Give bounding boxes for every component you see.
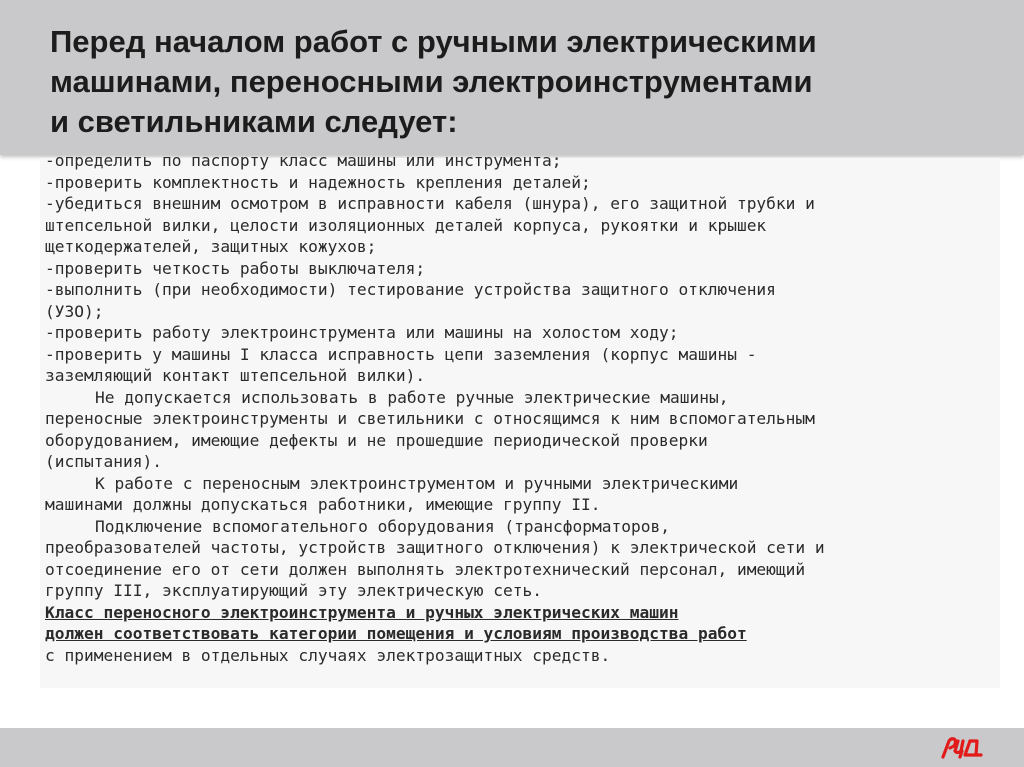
text-line: -проверить комплектность и надежность крепления деталей; — [45, 172, 591, 192]
text-line: -проверить работу электроинструмента или машины на холостом ходу; — [45, 323, 679, 342]
emphasis-line: Класс переносного электроинструмента и ручных электрических машин — [45, 602, 679, 622]
title-banner — [0, 0, 1024, 155]
text-line: -проверить четкость работы выключателя; — [45, 258, 426, 278]
text-line: машинами должны допускаться работники, имеющие группу II. — [45, 495, 601, 514]
text-line: -выполнить (при необходимости) тестирование устройства защитного отключения — [45, 280, 776, 299]
footer-bar — [0, 728, 1024, 767]
text-line: штепсельной вилки, целости изоляционных деталей корпуса, рукоятки и крышек — [45, 215, 767, 235]
text-line: Подключение вспомогательного оборудования (трансформаторов, — [95, 516, 670, 536]
text-line: отсоединение его от сети должен выполнять электротехнический персонал, имеющий — [45, 559, 806, 579]
text-line: -убедиться внешним осмотром в исправности кабеля (шнура), его защитной трубки и — [45, 194, 815, 213]
text-line: с применением в отдельных случаях электрозащитных средств. — [45, 645, 611, 665]
text-line: преобразователей частоты, устройств защитного отключения) к электрической сети и — [45, 538, 825, 557]
text-line: щеткодержателей, защитных кожухов; — [45, 237, 377, 256]
text-line: -проверить у машины I класса исправность цепи заземления (корпус машины - — [45, 344, 757, 364]
page-title: Перед началом работ с ручными электрическими машинами, переносными электроинструментами и светильниками следует: — [50, 24, 817, 139]
text-line: Не допускается использовать в работе ручные электрические машины, — [95, 387, 729, 407]
text-line: К работе с переносным электроинструментом и ручными электрическими — [95, 473, 739, 493]
instructions-text — [45, 150, 995, 666]
text-line: (испытания). — [45, 452, 162, 471]
emphasis-line: должен соответствовать категории помещения и условиям производства работ — [45, 624, 747, 643]
text-line: заземляющий контакт штепсельной вилки). — [45, 366, 426, 385]
text-line: -определить по паспорту класс машины или инструмента; — [45, 151, 562, 170]
rzd-logo-icon — [940, 735, 984, 761]
text-line: переносные электроинструменты и светильники с относящимся к ним вспомогательным — [45, 409, 815, 428]
text-line: (УЗО); — [45, 301, 104, 321]
text-line: группу III, эксплуатирующий эту электрическую сеть. — [45, 581, 543, 600]
text-line: оборудованием, имеющие дефекты и не прошедшие периодической проверки — [45, 430, 708, 450]
